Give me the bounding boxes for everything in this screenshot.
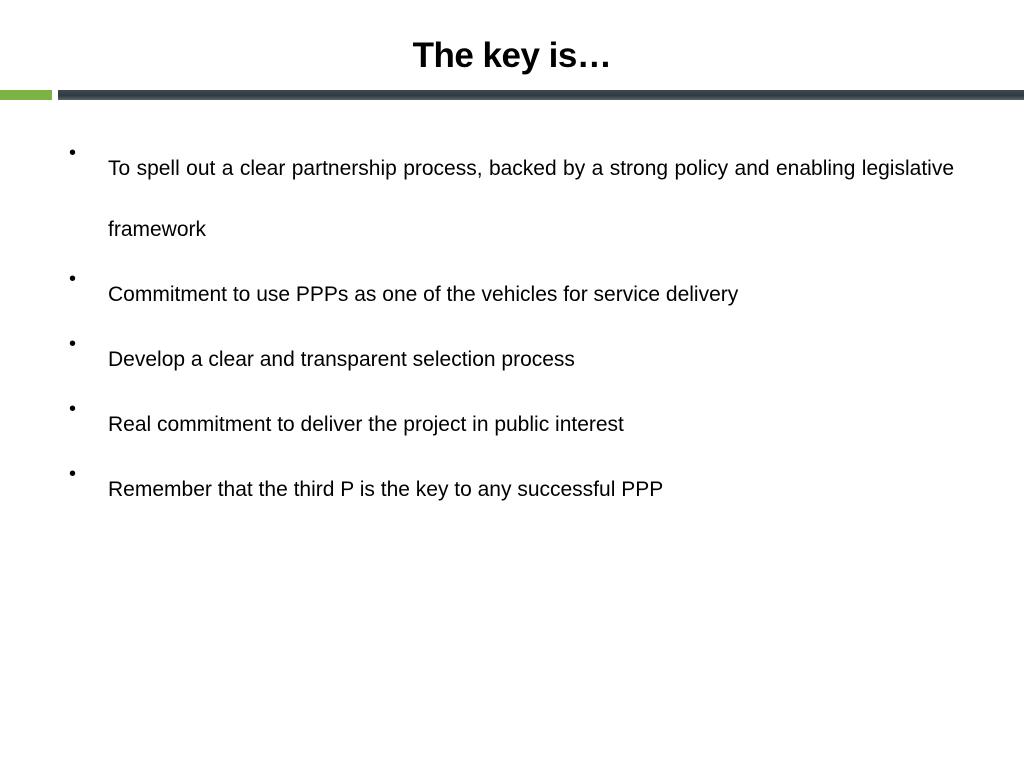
- bullet-marker: •: [69, 142, 77, 164]
- bullet-marker: •: [69, 463, 77, 485]
- slide-title: The key is…: [412, 36, 612, 75]
- bullet-item: [64, 138, 954, 260]
- bullet-text: To spell out a clear partnership process, backed by a strong policy and enabling legislative framework: [108, 157, 954, 241]
- bullet-item: [64, 394, 954, 455]
- bullet-text: Develop a clear and transparent selection process: [108, 348, 575, 371]
- title-rule-accent: [0, 90, 52, 100]
- bullet-item: [64, 459, 954, 520]
- bullet-marker: •: [69, 268, 77, 290]
- title-rule: [58, 90, 1024, 100]
- bullet-item: [64, 264, 954, 325]
- bullet-text: Real commitment to deliver the project in public interest: [108, 413, 624, 436]
- bullet-item: [64, 329, 954, 390]
- bullet-marker: •: [69, 333, 77, 355]
- bullet-text: Remember that the third P is the key to any successful PPP: [108, 478, 664, 501]
- bullet-list: [64, 138, 954, 524]
- bullet-marker: •: [69, 398, 77, 420]
- bullet-text: Commitment to use PPPs as one of the vehicles for service delivery: [108, 283, 739, 306]
